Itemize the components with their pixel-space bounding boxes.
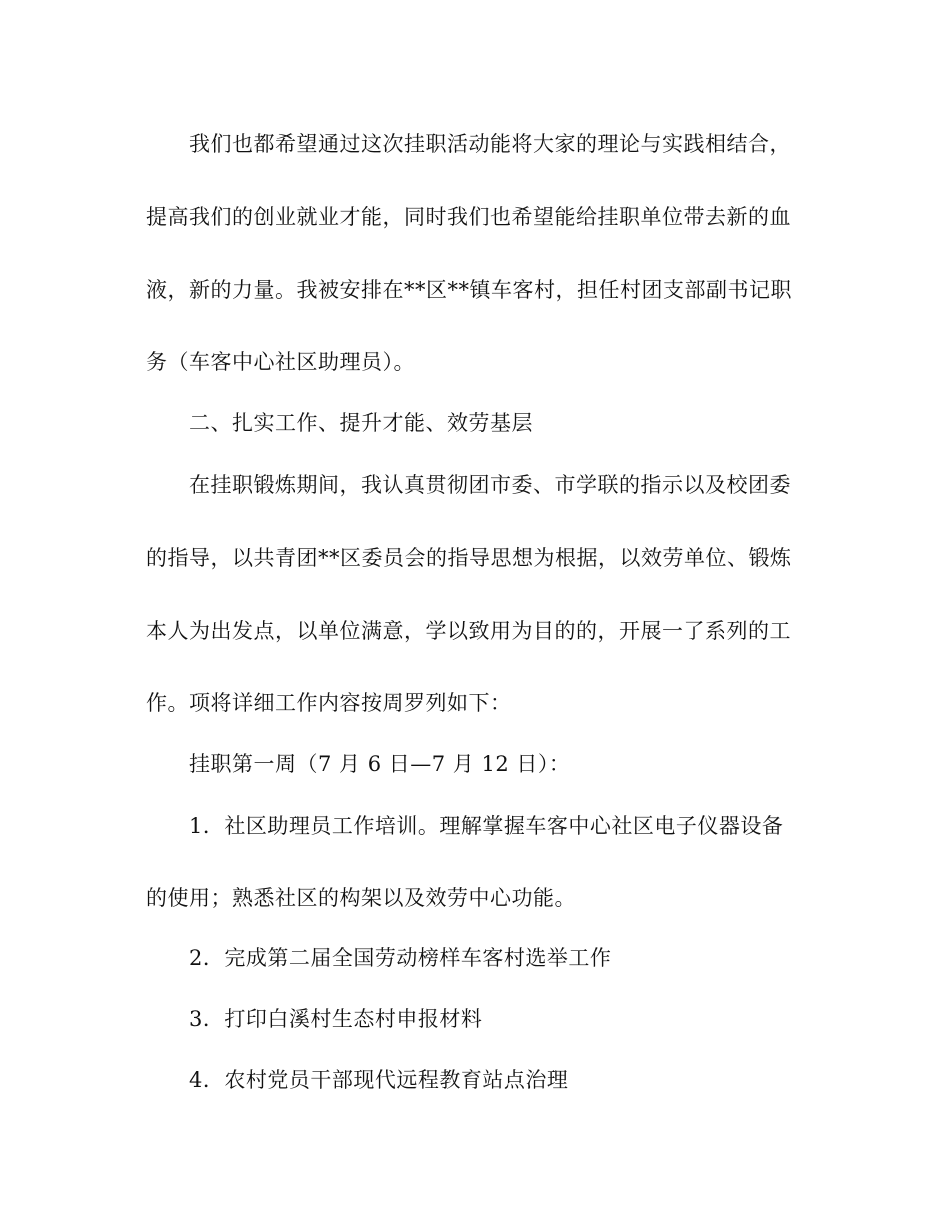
list-item-continuation: 的使用；熟悉社区的构架以及效劳中心功能。 <box>146 886 576 910</box>
section-heading: 二、扎实工作、提升才能、效劳基层 <box>189 411 533 435</box>
list-item: 2．完成第二届全国劳动榜样车客村选举工作 <box>189 946 612 970</box>
paragraph-line: 的指导，以共青团**区委员会的指导思想为根据，以效劳单位、锻炼 <box>146 546 792 570</box>
list-item: 4．农村党员干部现代远程教育站点治理 <box>189 1068 569 1092</box>
paragraph-line: 提高我们的创业就业才能，同时我们也希望能给挂职单位带去新的血 <box>146 205 791 229</box>
paragraph-line: 我们也都希望通过这次挂职活动能将大家的理论与实践相结合， <box>189 132 791 156</box>
paragraph-line: 在挂职锻炼期间，我认真贯彻团市委、市学联的指示以及校团委 <box>189 473 791 497</box>
week-heading: 挂职第一周（7 月 6 日—7 月 12 日）： <box>189 752 571 776</box>
list-item: 1．社区助理员工作培训。理解掌握车客中心社区电子仪器设备 <box>189 814 784 838</box>
paragraph-line: 液，新的力量。我被安排在**区**镇车客村，担任村团支部副书记职 <box>146 278 792 302</box>
list-item: 3．打印白溪村生态村申报材料 <box>189 1007 483 1031</box>
paragraph-line: 务（车客中心社区助理员）。 <box>146 350 415 374</box>
paragraph-line: 本人为出发点，以单位满意，学以致用为目的的，开展一了系列的工 <box>146 619 791 643</box>
paragraph-line: 作。项将详细工作内容按周罗列如下： <box>146 691 512 715</box>
